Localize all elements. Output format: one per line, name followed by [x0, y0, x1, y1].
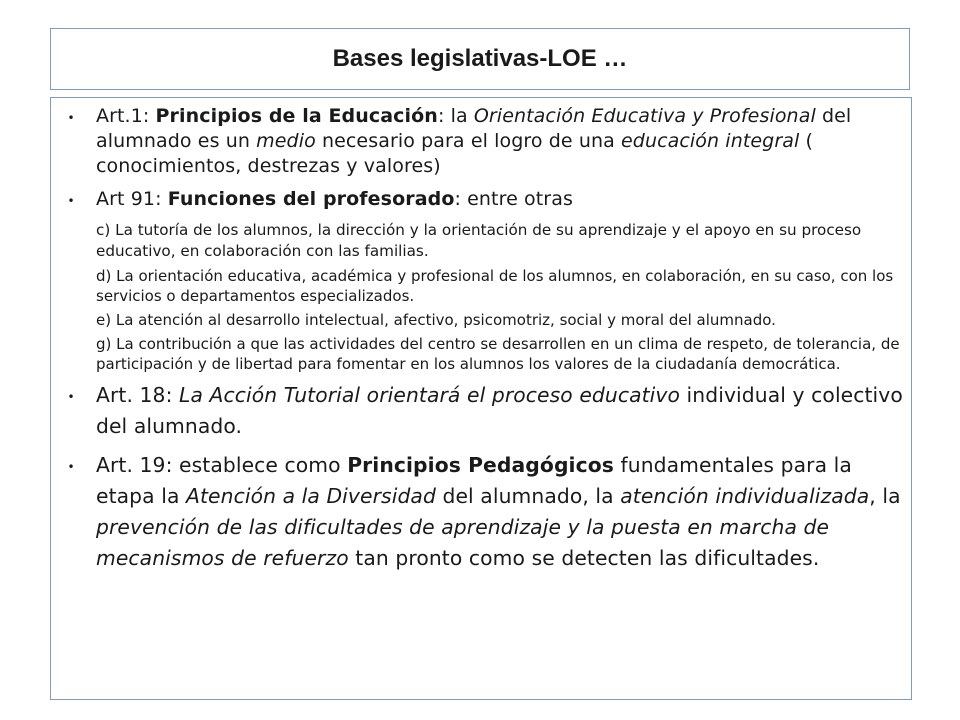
sub-item-c: c) La tutoría de los alumnos, la dirección y la orientación de su aprendizaje y el apoyo en su proceso educativo, en colaboración con las familias. — [96, 221, 862, 260]
bullet-list — [61, 104, 903, 574]
item-text: Art. 19: establece como Principios Pedagógicos fundamentales para la etapa la Atención a la Diversidad del alumnado, la atención individualizada, la prevención de las dificultades de aprendizaje y la puesta en marcha de mecanismos de refuerzo tan pronto como se detecten las dificultades. — [96, 453, 901, 570]
item-text: Art 91: Funciones del profesorado: entre otras — [96, 188, 573, 210]
list-item-art-91 — [61, 187, 903, 374]
title-box — [50, 28, 910, 90]
bullet-icon: • — [67, 194, 75, 208]
list-item-art-1 — [61, 104, 903, 179]
slide-title: Bases legislativas-LOE … — [332, 45, 628, 72]
bullet-icon: • — [67, 390, 75, 404]
list-item-art-19 — [61, 450, 903, 574]
sub-list — [96, 220, 903, 374]
content-box — [50, 97, 912, 700]
sub-item-d: d) La orientación educativa, académica y profesional de los alumnos, en colaboración, en su caso, con los servicios o departamentos especializados. — [96, 267, 894, 305]
item-text: Art.1: Principios de la Educación: la Orientación Educativa y Profesional del alumnado es un medio necesario para el logro de una educación integral ( conocimientos, destrezas y valores) — [96, 105, 852, 177]
item-text: Art. 18: La Acción Tutorial orientará el proceso educativo individual y colectivo del alumnado. — [96, 383, 903, 438]
sub-item-g: g) La contribución a que las actividades del centro se desarrollen en un clima de respeto, de tolerancia, de participación y de libertad para fomentar en los alumnos los valores de la ciudadanía democrática. — [96, 335, 900, 373]
bullet-icon: • — [67, 460, 75, 474]
list-item-art-18 — [61, 380, 903, 442]
sub-item-e: e) La atención al desarrollo intelectual, afectivo, psicomotriz, social y moral del alumnado. — [96, 311, 776, 329]
bullet-icon: • — [67, 111, 75, 125]
